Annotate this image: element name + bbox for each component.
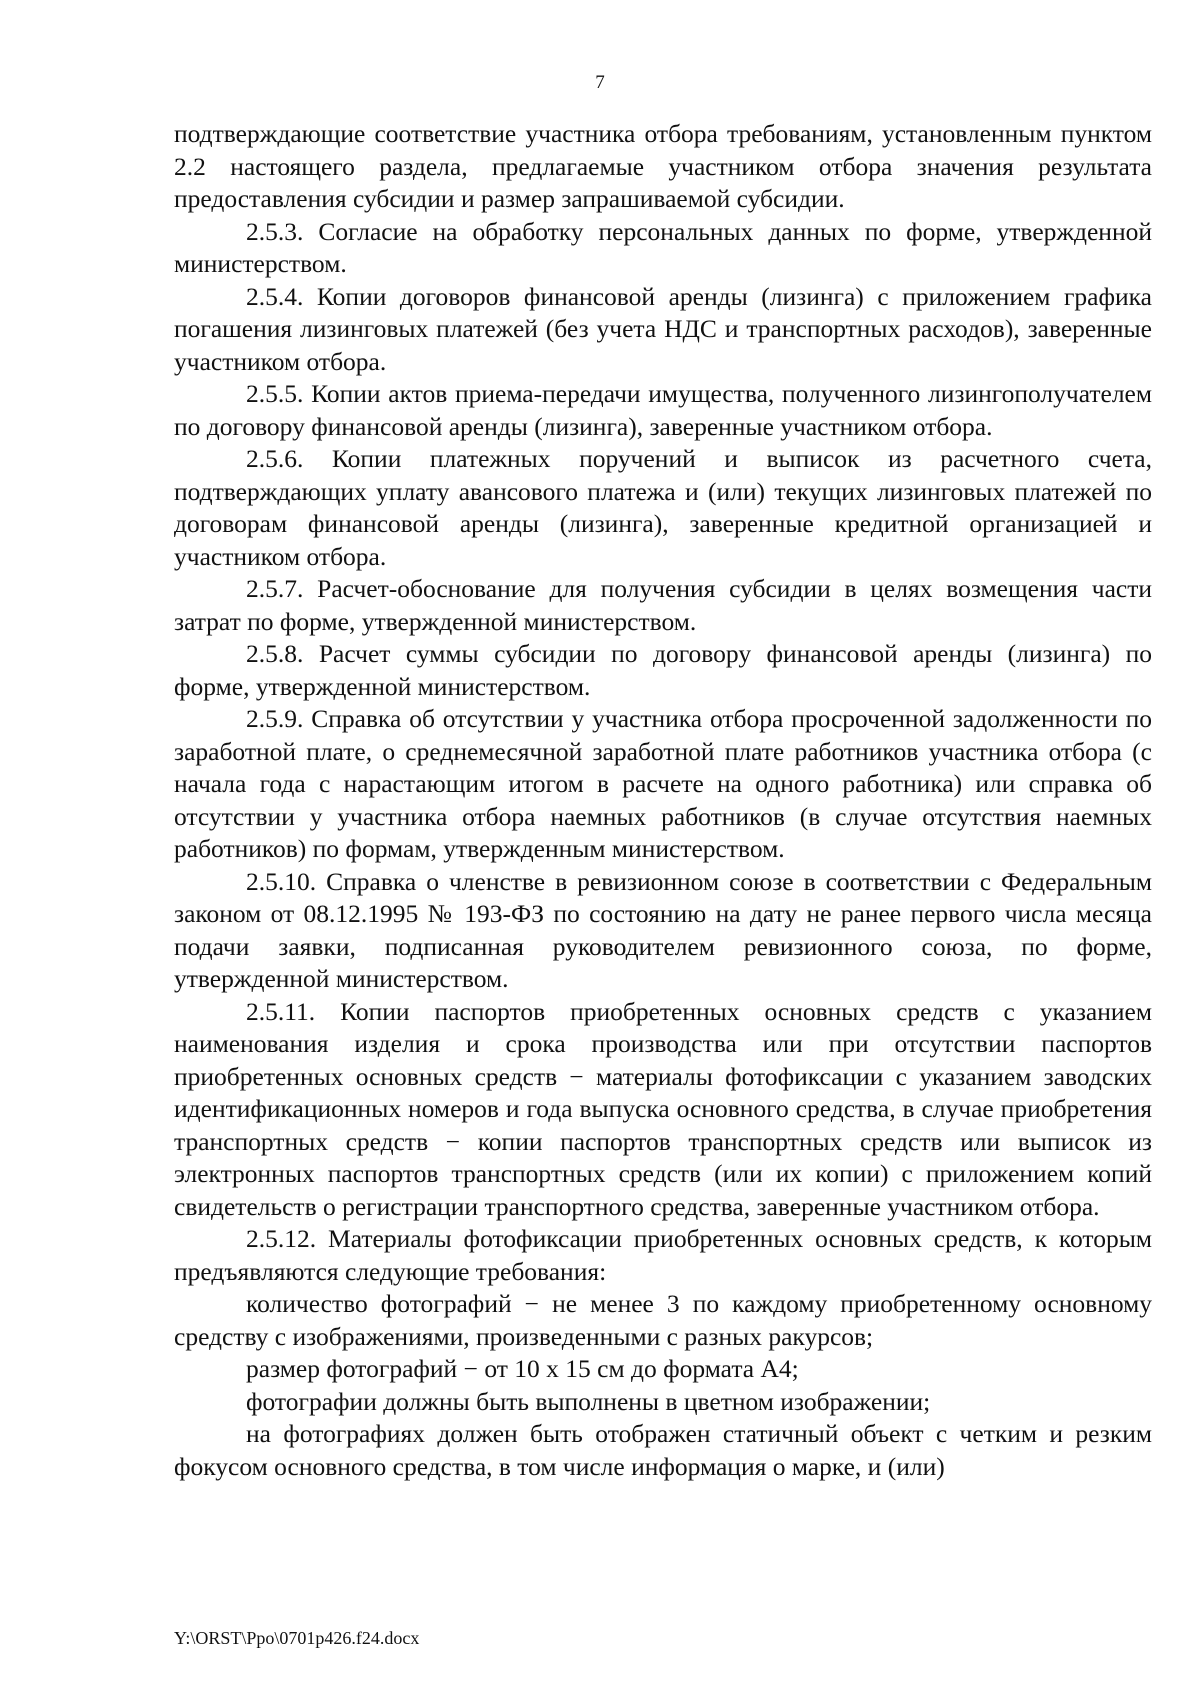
paragraph-2-5-8: 2.5.8. Расчет суммы субсидии по договору финансовой аренды (лизинга) по форме, утвержденной министерством. <box>174 639 1152 701</box>
requirement-photo-count: количество фотографий − не менее 3 по каждому приобретенному основному средству с изображениями, произведенными с разных ракурсов; <box>174 1289 1152 1351</box>
paragraph-2-5-5: 2.5.5. Копии актов приема-передачи имущества, полученного лизингополучателем по договору финансовой аренды (лизинга), заверенные участником отбора. <box>174 379 1152 441</box>
document-body <box>174 118 1152 1483</box>
requirement-photo-color: фотографии должны быть выполнены в цветном изображении; <box>246 1386 931 1416</box>
paragraph-2-5-10: 2.5.10. Справка о членстве в ревизионном союзе в соответствии с Федеральным законом от 08.12.1995 № 193-ФЗ по состоянию на дату не ранее первого числа месяца подачи заявки, подписанная руководителем ревизионного союза, по форме, утвержденной министерством. <box>174 866 1152 993</box>
paragraph-2-5-7: 2.5.7. Расчет-обоснование для получения субсидии в целях возмещения части затрат по форме, утвержденной министерством. <box>174 574 1152 636</box>
paragraph-continuation: подтверждающие соответствие участника отбора требованиям, установленным пунктом 2.2 настоящего раздела, предлагаемые участником отбора значения результата предоставления субсидии и размер запрашиваемой субсидии. <box>174 119 1152 213</box>
page-number: 7 <box>595 72 605 93</box>
paragraph-2-5-11: 2.5.11. Копии паспортов приобретенных основных средств с указанием наименования изделия и срока производства или при отсутствии паспортов приобретенных основных средств − материалы фотофиксации с указанием заводских идентификационных номеров и года выпуска основного средства, в случае приобретения транспортных средств − копии паспортов транспортных средств или выписок из электронных паспортов транспортных средств (или их копии) с приложением копий свидетельств о регистрации транспортного средства, заверенные участником отбора. <box>174 996 1152 1221</box>
footer-file-path: Y:\ORST\Ppo\0701p426.f24.docx <box>174 1628 420 1648</box>
requirement-photo-content: на фотографиях должен быть отображен статичный объект с четким и резким фокусом основного средства, в том числе информация о марке, и (или) <box>174 1419 1152 1481</box>
paragraph-2-5-12: 2.5.12. Материалы фотофиксации приобретенных основных средств, к которым предъявляются следующие требования: <box>174 1224 1152 1286</box>
paragraph-2-5-6: 2.5.6. Копии платежных поручений и выписок из расчетного счета, подтверждающих уплату авансового платежа и (или) текущих лизинговых платежей по договорам финансовой аренды (лизинга), заверенные кредитной организацией и участником отбора. <box>174 444 1152 571</box>
requirement-photo-size: размер фотографий − от 10 x 15 см до формата А4; <box>246 1354 799 1383</box>
paragraph-2-5-3: 2.5.3. Согласие на обработку персональных данных по форме, утвержденной министерством. <box>174 216 1152 278</box>
paragraph-2-5-9: 2.5.9. Справка об отсутствии у участника отбора просроченной задолженности по заработной плате, о среднемесячной заработной плате работников участника отбора (с начала года с нарастающим итогом в расчете на одного работника) или справка об отсутствии у участника отбора наемных работников (в случае отсутствия наемных работников) по формам, утвержденным министерством. <box>174 704 1152 863</box>
paragraph-2-5-4: 2.5.4. Копии договоров финансовой аренды (лизинга) с приложением графика погашения лизинговых платежей (без учета НДС и транспортных расходов), заверенные участником отбора. <box>174 281 1152 376</box>
